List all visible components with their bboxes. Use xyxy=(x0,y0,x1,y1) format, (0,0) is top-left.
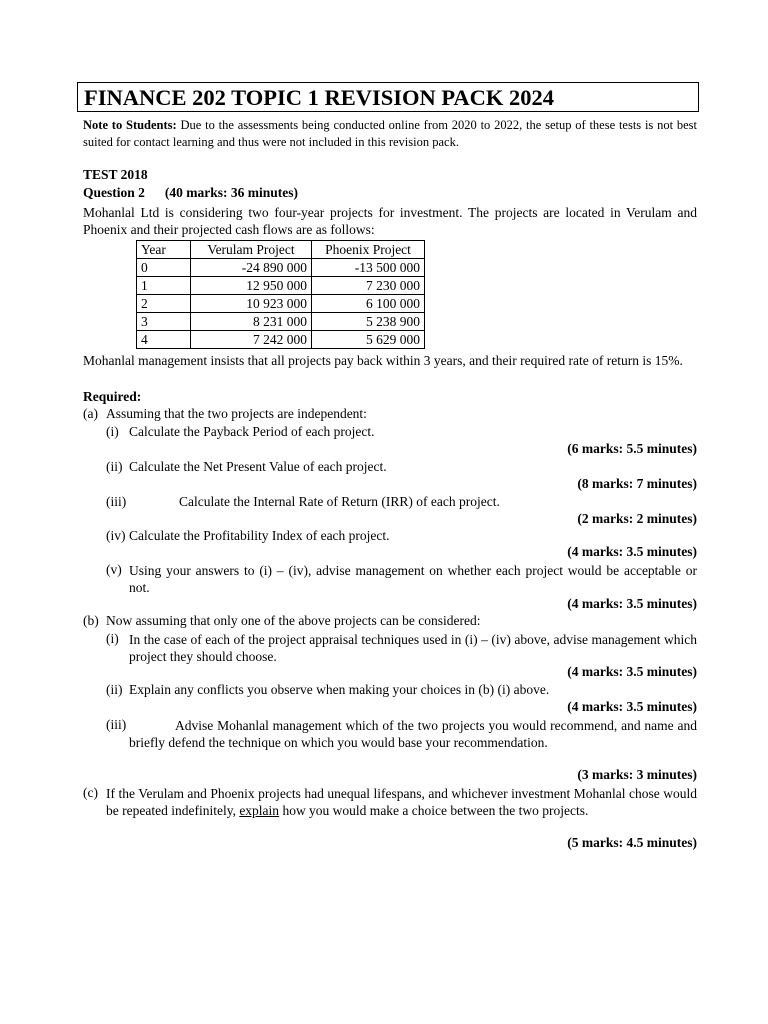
part-c-label: (c) xyxy=(83,785,98,800)
note-to-students xyxy=(83,117,697,151)
c-text-after: how you would make a choice between the two projects. xyxy=(279,803,589,818)
table-row xyxy=(137,313,425,331)
cell-phoenix: 6 100 000 xyxy=(312,295,425,313)
a-ii-label: (ii) xyxy=(106,459,123,474)
b-iii-label: (iii) xyxy=(106,717,127,732)
header-phoenix: Phoenix Project xyxy=(312,241,425,259)
cell-phoenix: 5 238 900 xyxy=(312,313,425,331)
a-iii-text: Calculate the Internal Rate of Return (IRR) of each project. xyxy=(179,494,500,509)
cell-year: 3 xyxy=(137,313,191,331)
question-label: Question 2 xyxy=(83,185,145,200)
cell-year: 2 xyxy=(137,295,191,313)
a-iii-marks: (2 marks: 2 minutes) xyxy=(577,511,697,526)
part-a-text: Assuming that the two projects are independent: xyxy=(106,406,367,421)
a-ii-text: Calculate the Net Present Value of each project. xyxy=(129,459,387,474)
a-i-marks: (6 marks: 5.5 minutes) xyxy=(567,441,697,456)
a-iv-text: Calculate the Profitability Index of each project. xyxy=(129,528,390,543)
c-marks: (5 marks: 4.5 minutes) xyxy=(567,835,697,850)
a-ii-marks: (8 marks: 7 minutes) xyxy=(577,476,697,491)
a-iv-label: (iv) xyxy=(106,528,126,543)
a-v-text: Using your answers to (i) – (iv), advise management on whether each project would be acceptable or not. xyxy=(129,563,697,595)
header-verulam: Verulam Project xyxy=(191,241,312,259)
cell-year: 1 xyxy=(137,277,191,295)
b-ii-marks: (4 marks: 3.5 minutes) xyxy=(567,699,697,714)
question-heading xyxy=(83,185,298,201)
cell-year: 0 xyxy=(137,259,191,277)
c-underlined: explain xyxy=(239,803,280,818)
cell-verulam: 10 923 000 xyxy=(191,295,312,313)
b-ii-text: Explain any conflicts you observe when making your choices in (b) (i) above. xyxy=(129,682,550,697)
cell-year: 4 xyxy=(137,331,191,349)
table-header-row xyxy=(137,241,425,259)
cell-phoenix: -13 500 000 xyxy=(312,259,425,277)
a-v-label: (v) xyxy=(106,562,122,577)
table-row xyxy=(137,259,425,277)
cash-flow-table xyxy=(136,240,425,349)
table-row xyxy=(137,277,425,295)
cell-verulam: 12 950 000 xyxy=(191,277,312,295)
table-row xyxy=(137,331,425,349)
part-b-label: (b) xyxy=(83,613,99,628)
page-title: FINANCE 202 TOPIC 1 REVISION PACK 2024 xyxy=(84,85,555,110)
note-label: Note to Students: xyxy=(83,118,177,132)
table-row xyxy=(137,295,425,313)
c-text-before: If the Verulam and Phoenix projects had unequal lifespans, and whichever investment Mohanlal chose would be repeated indefinitely, xyxy=(106,786,697,818)
b-i-marks: (4 marks: 3.5 minutes) xyxy=(567,664,697,679)
test-heading: TEST 2018 xyxy=(83,167,148,182)
b-iii-marks: (3 marks: 3 minutes) xyxy=(577,767,697,782)
question-marks: (40 marks: 36 minutes) xyxy=(164,185,299,200)
required-heading: Required: xyxy=(83,389,142,404)
b-i-label: (i) xyxy=(106,631,119,646)
cell-verulam: 7 242 000 xyxy=(191,331,312,349)
a-v-marks: (4 marks: 3.5 minutes) xyxy=(567,596,697,611)
note-text: Due to the assessments being conducted online from 2020 to 2022, the setup of these tests is not best suited for contact learning and thus were not included in this revision pack. xyxy=(83,118,697,149)
cell-verulam: 8 231 000 xyxy=(191,313,312,331)
header-year: Year xyxy=(137,241,191,259)
a-iii-label: (iii) xyxy=(106,494,127,509)
a-i-text: Calculate the Payback Period of each project. xyxy=(129,424,375,439)
b-iii-text: Advise Mohanlal management which of the two projects you would recommend, and name and briefly defend the technique on which you would base your recommendation. xyxy=(129,718,697,750)
a-iv-marks: (4 marks: 3.5 minutes) xyxy=(567,544,697,559)
part-c-text xyxy=(106,785,697,819)
b-ii-label: (ii) xyxy=(106,682,123,697)
a-i-label: (i) xyxy=(106,424,119,439)
cell-phoenix: 7 230 000 xyxy=(312,277,425,295)
question-intro: Mohanlal Ltd is considering two four-year projects for investment. The projects are located in Verulam and Phoenix and their projected cash flows are as follows: xyxy=(83,205,697,237)
part-a-label: (a) xyxy=(83,406,98,421)
management-note: Mohanlal management insists that all projects pay back within 3 years, and their required rate of return is 15%. xyxy=(83,353,683,368)
cell-verulam: -24 890 000 xyxy=(191,259,312,277)
part-b-text: Now assuming that only one of the above projects can be considered: xyxy=(106,613,481,628)
cell-phoenix: 5 629 000 xyxy=(312,331,425,349)
b-i-text: In the case of each of the project appraisal techniques used in (i) – (iv) above, advise management which project they should choose. xyxy=(129,632,697,664)
